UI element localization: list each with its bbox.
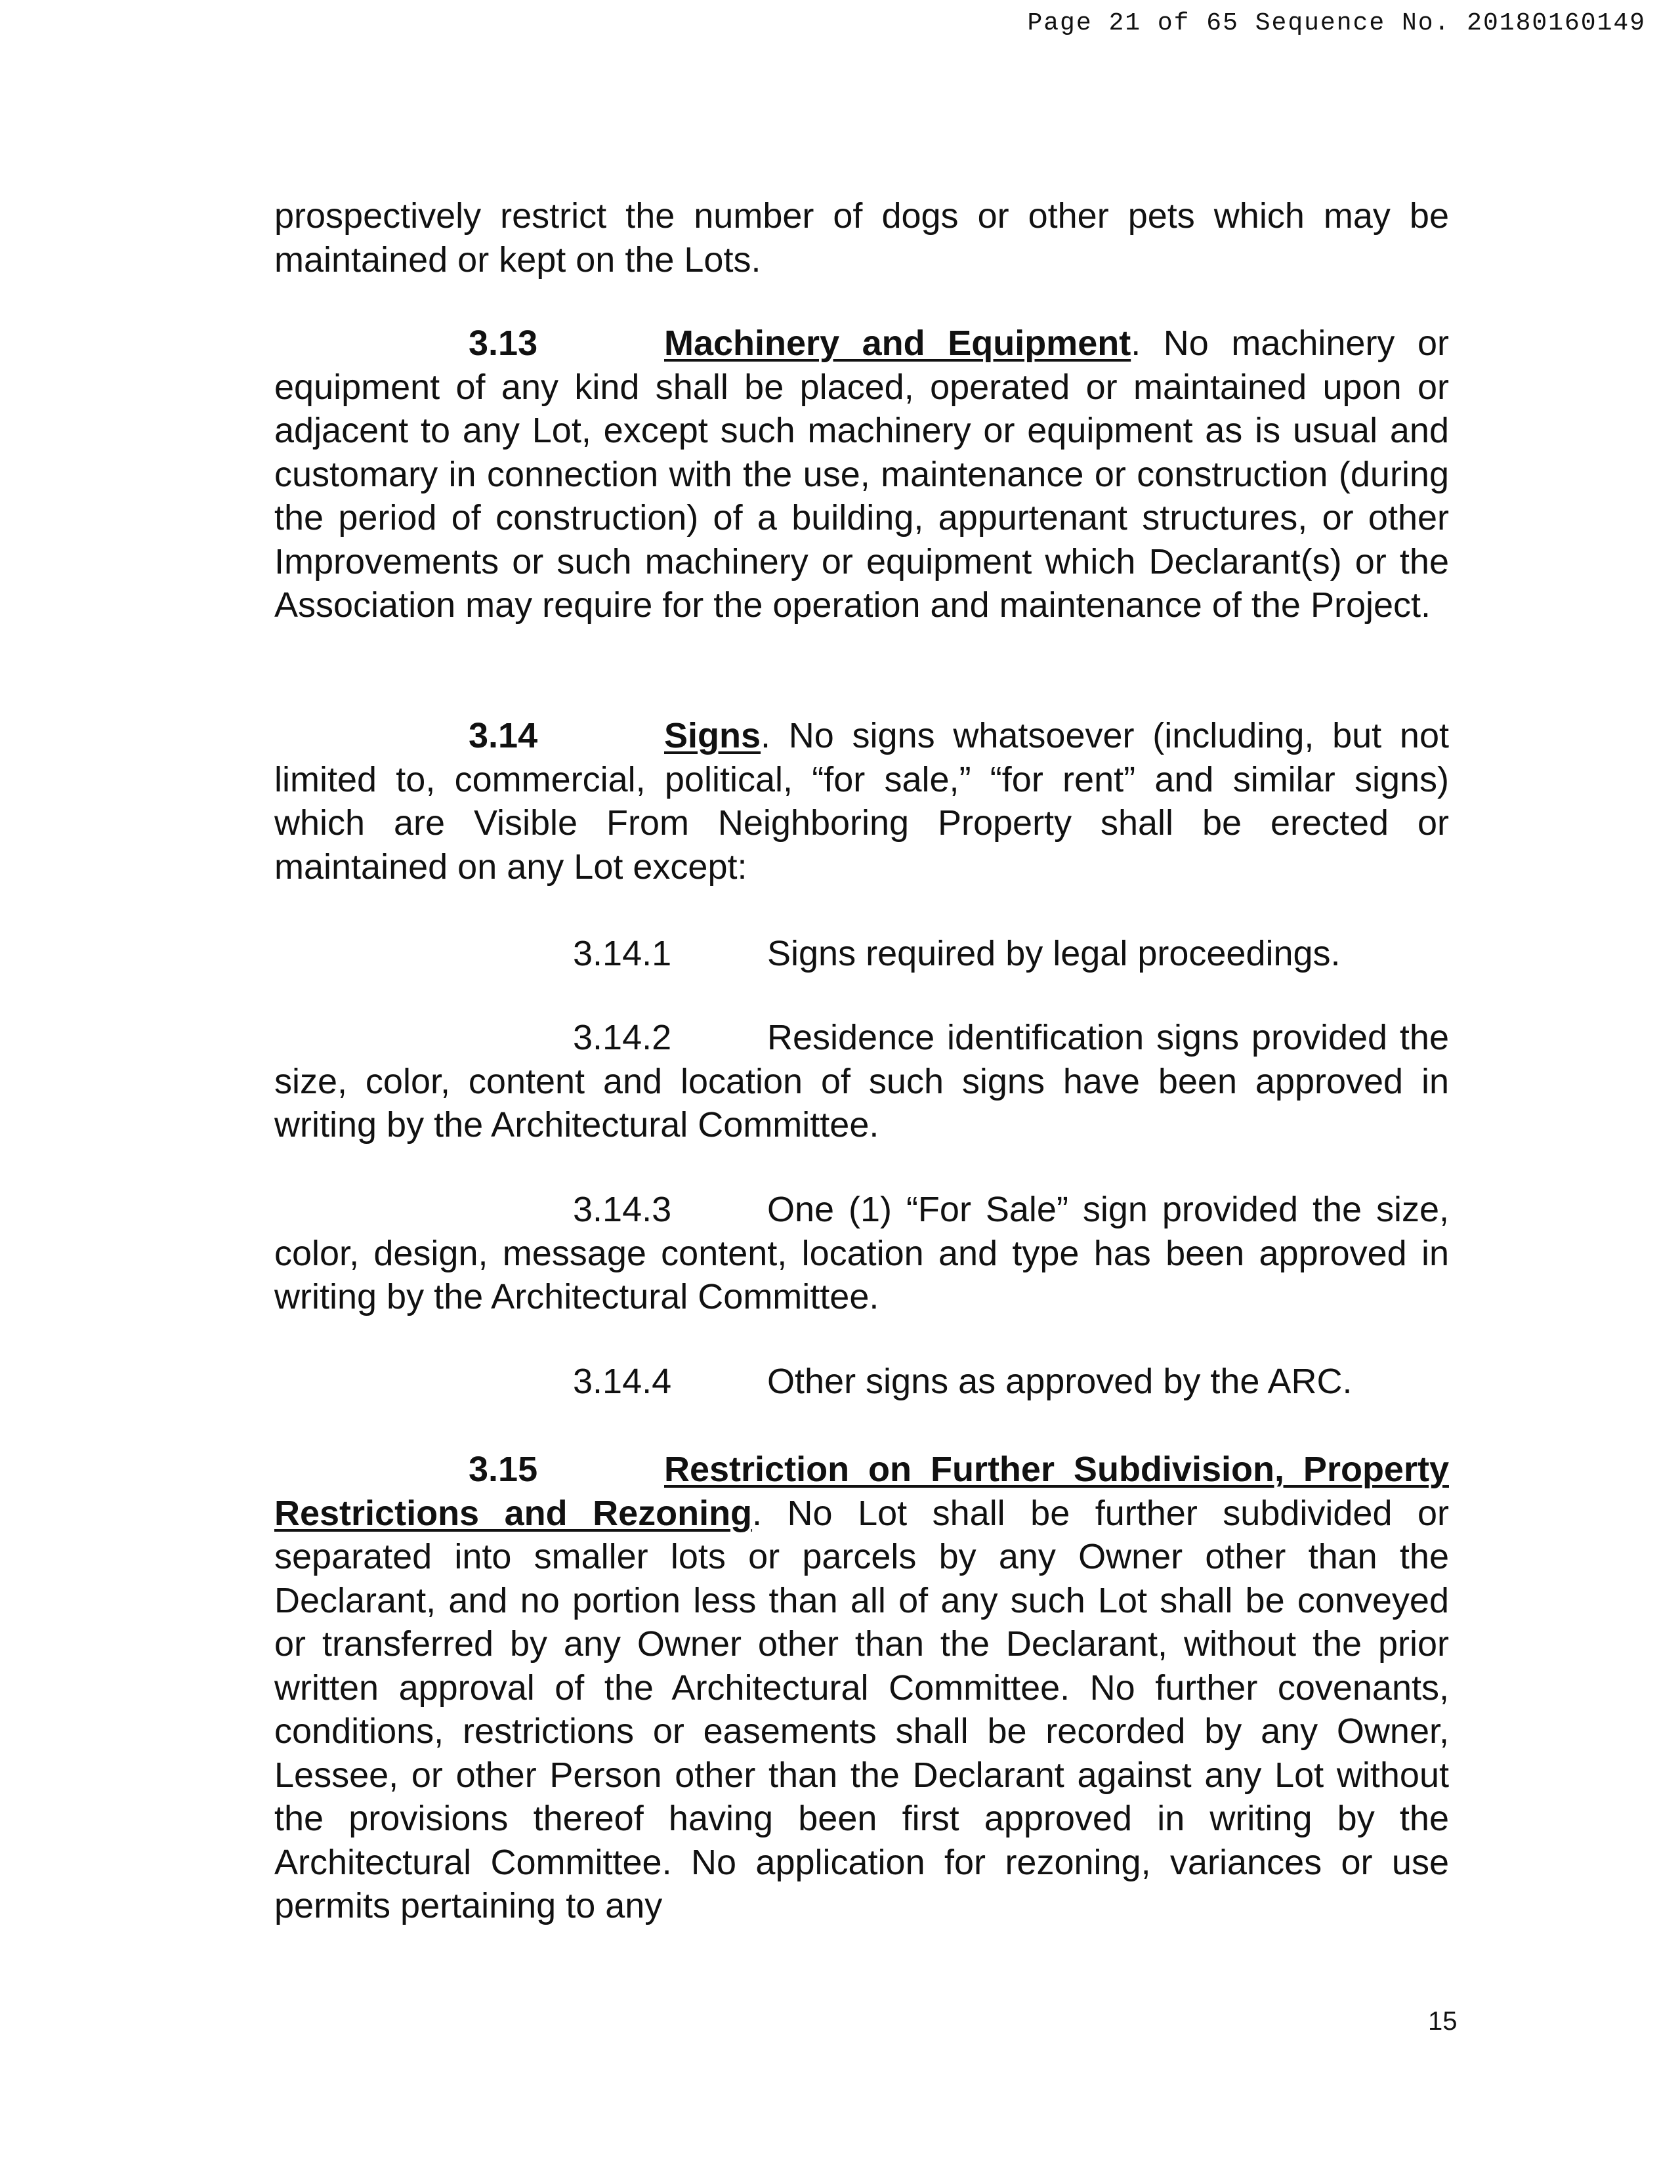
section-title: Machinery and Equipment [664, 324, 1131, 363]
section-text: . No Lot shall be further subdivided or separated into smaller lots or parcels by any Owner other than the Declarant, and no portion less than all of any such Lot shall be conveyed or transferred by any Owner other than the Declarant, without the prior written approval of the Architectural Committee. No further covenants, conditions, restrictions or easements shall be recorded by any Owner, Lessee, or other Person other than the Declarant against any Lot without the provisions thereof having been first approved in writing by the Architectural Committee. No application for rezoning, variances or use permits pertaining to any [274, 1493, 1449, 1925]
subsection-number: 3.14.1 [573, 934, 672, 973]
subsection-3-14-2 [274, 1016, 1449, 1147]
section-number: 3.13 [469, 324, 538, 363]
section-text: . No signs whatsoever (including, but not limited to, commercial, political, “for sale,” “for rent” and similar signs) which are Visible From Neighboring Property shall be erected or maintained on any Lot except: [274, 716, 1449, 887]
subsection-number: 3.14.2 [573, 1018, 672, 1057]
section-3-14 [274, 714, 1449, 889]
subsection-text: Other signs as approved by the ARC. [767, 1362, 1353, 1401]
section-title: Signs [664, 716, 761, 755]
section-3-13 [274, 322, 1449, 627]
section-text: . No machinery or equipment of any kind shall be placed, operated or maintained upon or adjacent to any Lot, except such machinery or equipment as is usual and customary in connection with the use, maintenance or construction (during the period of construction) of a building, appurtenant structures, or other Improvements or such machinery or equipment which Declarant(s) or the Association may require for the operation and maintenance of the Project. [274, 324, 1449, 625]
paragraph-continuation [274, 194, 1449, 282]
paragraph-text: prospectively restrict the number of dogs or other pets which may be maintained or kept on the Lots. [274, 196, 1449, 280]
page-sequence-header: Page 21 of 65 Sequence No. 20180160149 [1027, 9, 1646, 37]
subsection-3-14-3 [274, 1188, 1449, 1319]
section-number: 3.15 [469, 1450, 538, 1489]
subsection-text: One (1) “For Sale” sign provided the size, color, design, message content, location and type has been approved in writing by the Architectural Committee. [274, 1190, 1449, 1316]
subsection-text: Signs required by legal proceedings. [767, 934, 1341, 973]
subsection-text: Residence identification signs provided the size, color, content and location of such signs have been approved in writing by the Architectural Committee. [274, 1018, 1449, 1144]
subsection-number: 3.14.3 [573, 1190, 672, 1229]
subsection-3-14-1 [274, 932, 1449, 976]
subsection-3-14-4 [274, 1360, 1449, 1404]
page-number: 15 [1428, 2007, 1458, 2036]
section-title: Restriction on Further Subdivision, Property Restrictions and Rezoning [274, 1450, 1449, 1533]
subsection-number: 3.14.4 [573, 1362, 672, 1401]
section-number: 3.14 [469, 716, 538, 755]
section-3-15 [274, 1448, 1449, 1928]
